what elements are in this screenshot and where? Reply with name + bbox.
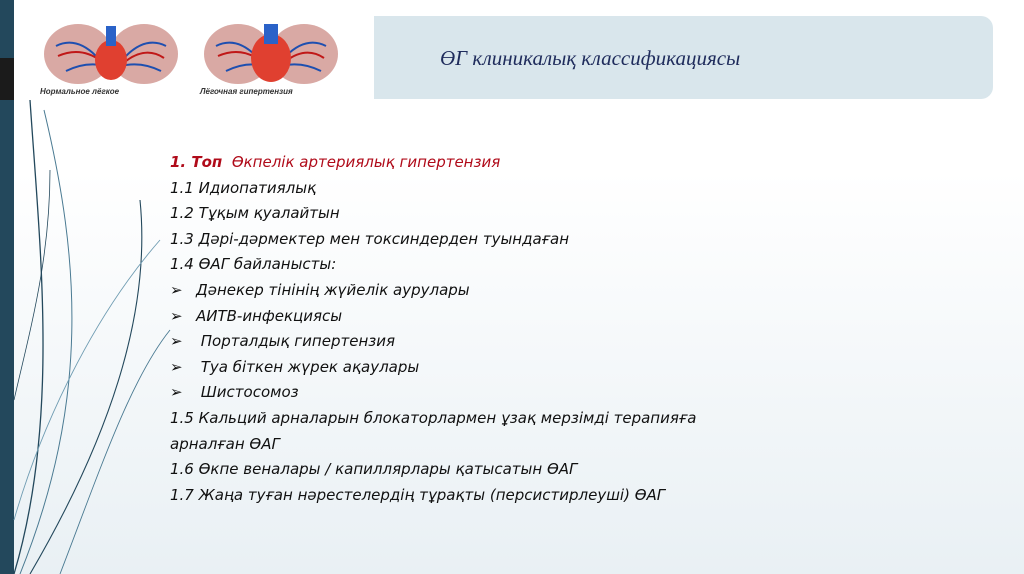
bullet-text: Туа біткен жүрек ақаулары	[196, 357, 420, 376]
bullet-text: Дәнекер тінінің жүйелік аурулары	[196, 280, 470, 299]
list-item: 1.2 Тұқым қуалайтын	[170, 204, 340, 223]
list-item: арналған ӨАГ	[170, 434, 280, 453]
bullet-text: Шистосомоз	[196, 383, 299, 402]
arrow-bullet-icon: ➢	[170, 332, 183, 351]
bullet-item	[170, 380, 830, 406]
list-item: 1.6 Өкпе веналары / капиллярлары қатысатын ӨАГ	[170, 460, 578, 479]
bullet-item	[170, 304, 830, 330]
group-heading	[170, 150, 830, 176]
group-heading-text: Өкпелік артериялық гипертензия	[231, 153, 501, 171]
bullet-item	[170, 355, 830, 381]
bullet-item	[170, 329, 830, 355]
bullet-text: АИТВ-инфекциясы	[196, 306, 343, 325]
list-item: 1.1 Идиопатиялық	[170, 178, 317, 197]
bullet-item	[170, 278, 830, 304]
arrow-bullet-icon: ➢	[170, 357, 183, 376]
group-heading-number: 1. Топ	[170, 153, 223, 171]
list-item: 1.3 Дәрі-дәрмектер мен токсиндерден туындаған	[170, 229, 570, 248]
lung-illustrations	[14, 16, 374, 99]
list-item: 1.7 Жаңа туған нәрестелердің тұрақты (персистирлеуші) ӨАГ	[170, 485, 666, 504]
hypertension-lung-caption: Лёгочная гипертензия	[200, 87, 293, 96]
normal-lung-caption: Нормальное лёгкое	[40, 87, 120, 96]
classification-list	[170, 150, 830, 508]
arrow-bullet-icon: ➢	[170, 280, 183, 299]
bullet-text: Порталдық гипертензия	[196, 332, 396, 351]
slide-title: ӨГ клиникалық классификациясы	[440, 46, 741, 70]
list-item: 1.5 Кальций арналарын блокаторлармен ұзақ мерзімді терапияға	[170, 408, 697, 427]
title-banner	[374, 16, 993, 99]
arrow-bullet-icon: ➢	[170, 306, 183, 325]
arrow-bullet-icon: ➢	[170, 383, 183, 402]
list-item: 1.4 ӨАГ байланысты:	[170, 255, 337, 274]
